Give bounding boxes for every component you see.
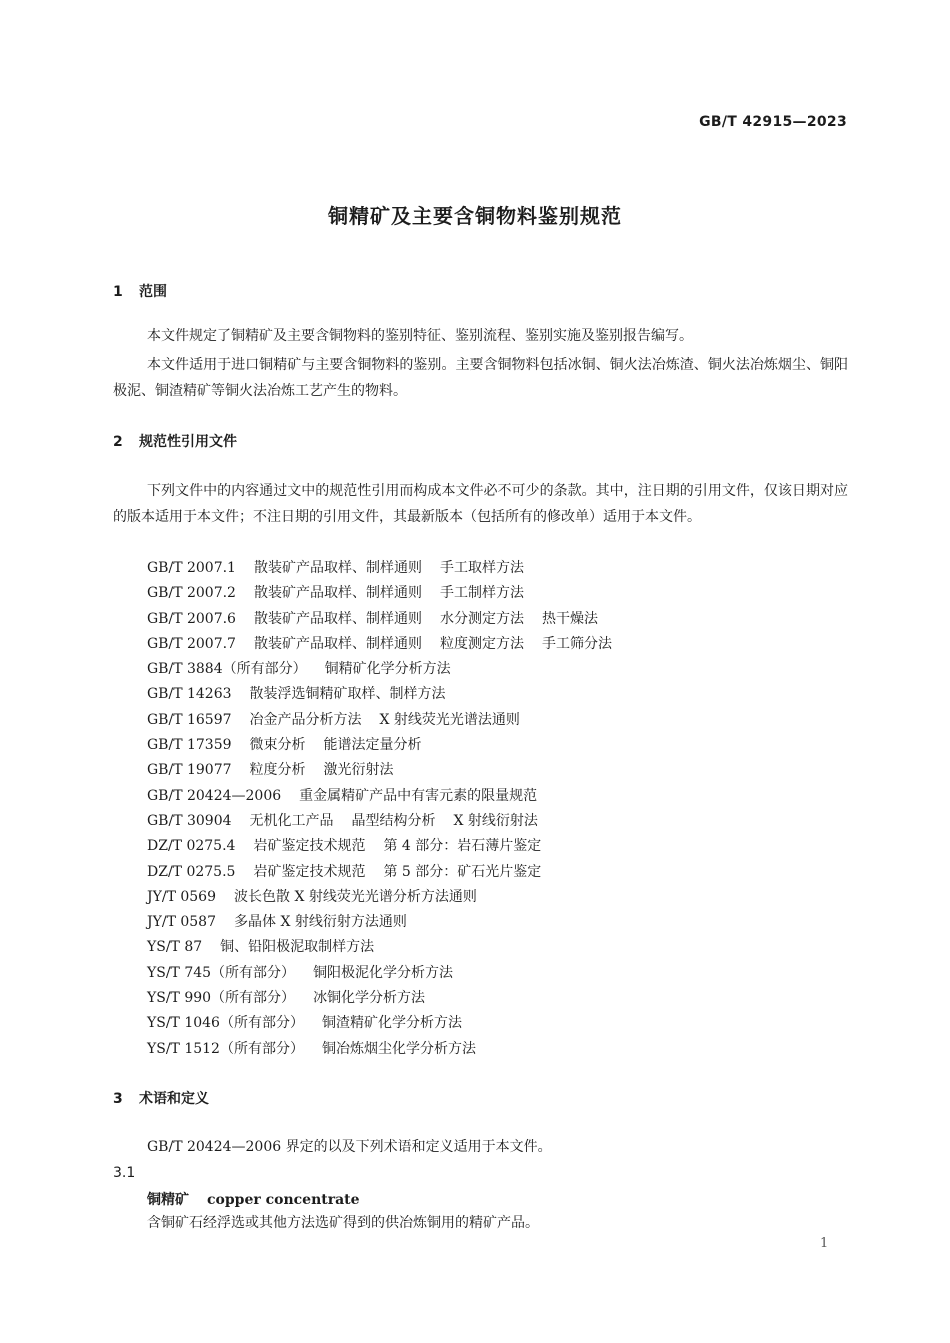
reference-subtitle: 水分测定方法 [439,610,524,627]
reference-code: GB/T 17359 [147,737,232,754]
reference-code: YS/T 745（所有部分） [147,964,296,981]
reference-item [147,885,612,910]
reference-subtitle: 激光衍射法 [323,762,394,779]
section-1-paragraph-1 [113,324,848,350]
reference-title: 散装矿产品取样、制样通则 [253,635,422,652]
reference-subtitle: 第 4 部分：岩石薄片鉴定 [383,838,542,855]
page-number: 1 [820,1236,829,1251]
reference-item [147,758,612,783]
section-1-paragraph-2 [113,353,848,404]
reference-item [147,556,612,581]
reference-item [147,986,612,1011]
reference-item [147,733,612,758]
reference-title: 冰铜化学分析方法 [313,990,426,1007]
clause-number: 3.1 [113,1165,136,1181]
section-2-heading [113,432,237,452]
section-number: 1 [113,284,123,300]
reference-item [147,682,612,707]
reference-code: GB/T 2007.2 [147,585,236,602]
reference-title: 岩矿鉴定技术规范 [253,838,366,855]
term-definition: 含铜矿石经浮选或其他方法选矿得到的供冶炼铜用的精矿产品。 [147,1215,539,1231]
reference-item [147,910,612,935]
reference-item [147,809,612,834]
reference-item [147,784,612,809]
term-entry [147,1190,360,1210]
reference-title: 无机化工产品 [249,812,334,829]
reference-subtitle: 能谱法定量分析 [323,737,422,754]
reference-item [147,1011,612,1036]
section-2-intro [113,479,848,530]
reference-title: 铜渣精矿化学分析方法 [321,1015,462,1032]
reference-code: YS/T 1512（所有部分） [147,1040,304,1057]
reference-item [147,657,612,682]
reference-part: X 射线衍射法 [453,812,538,829]
reference-subtitle: 晶型结构分析 [351,812,436,829]
reference-title: 散装矿产品取样、制样通则 [253,610,422,627]
paragraph-text: 下列文件中的内容通过文中的规范性引用而构成本文件必不可少的条款。其中，注日期的引用文件，仅该日期对应的版本适用于本文件；不注日期的引用文件，其最新版本（包括所有的修改单）适用于本文件。 [113,483,848,525]
reference-item [147,860,612,885]
reference-code: DZ/T 0275.4 [147,838,236,855]
reference-title: 粒度分析 [249,762,306,779]
reference-code: JY/T 0569 [147,888,216,905]
reference-item [147,961,612,986]
reference-code: GB/T 20424—2006 [147,787,282,804]
section-title: 规范性引用文件 [139,434,237,450]
reference-code: GB/T 2007.7 [147,635,236,652]
reference-code: YS/T 990（所有部分） [147,990,296,1007]
standard-number: GB/T 42915—2023 [699,114,847,130]
reference-title: 铜阳极泥化学分析方法 [313,964,454,981]
reference-item [147,834,612,859]
reference-title: 冶金产品分析方法 [249,711,362,728]
term-chinese: 铜精矿 [147,1192,189,1208]
reference-title: 铜精矿化学分析方法 [324,661,451,678]
paragraph-text: GB/T 20424—2006 界定的以及下列术语和定义适用于本文件。 [147,1139,552,1155]
reference-item [147,935,612,960]
normative-references-list [147,556,612,1062]
reference-title: 铜、铅阳极泥取制样方法 [220,939,375,956]
reference-title: 微束分析 [249,737,306,754]
section-title: 术语和定义 [139,1091,209,1107]
section-3-heading [113,1089,209,1109]
reference-part: 手工筛分法 [541,635,612,652]
reference-title: 铜冶炼烟尘化学分析方法 [321,1040,476,1057]
reference-code: DZ/T 0275.5 [147,863,236,880]
reference-code: GB/T 2007.6 [147,610,236,627]
reference-code: GB/T 3884（所有部分） [147,661,307,678]
term-english: copper concentrate [207,1192,360,1208]
reference-title: 岩矿鉴定技术规范 [253,863,366,880]
reference-title: 波长色散 X 射线荧光光谱分析方法通则 [234,888,477,905]
reference-item [147,1037,612,1062]
reference-item [147,581,612,606]
reference-title: 散装矿产品取样、制样通则 [253,585,422,602]
document-title: 铜精矿及主要含铜物料鉴别规范 [328,204,622,228]
reference-code: GB/T 30904 [147,812,232,829]
reference-code: JY/T 0587 [147,914,216,931]
reference-item [147,632,612,657]
reference-code: GB/T 16597 [147,711,232,728]
reference-subtitle: 粒度测定方法 [439,635,524,652]
section-number: 3 [113,1091,123,1107]
reference-subtitle: X 射线荧光光谱法通则 [379,711,520,728]
reference-code: GB/T 14263 [147,686,232,703]
reference-code: GB/T 2007.1 [147,560,236,576]
reference-part: 热干燥法 [541,610,598,627]
section-title: 范围 [139,284,167,300]
paragraph-text: 本文件适用于进口铜精矿与主要含铜物料的鉴别。主要含铜物料包括冰铜、铜火法冶炼渣、铜火法冶炼烟尘、铜阳极泥、铜渣精矿等铜火法冶炼工艺产生的物料。 [113,357,848,399]
section-number: 2 [113,434,123,450]
reference-subtitle: 第 5 部分：矿石光片鉴定 [383,863,542,880]
reference-code: GB/T 19077 [147,762,232,779]
reference-title: 重金属精矿产品中有害元素的限量规范 [299,787,538,804]
section-3-intro [113,1135,848,1161]
section-1-heading [113,282,167,302]
reference-subtitle: 手工取样方法 [439,560,524,576]
reference-title: 散装浮选铜精矿取样、制样方法 [249,686,446,703]
reference-code: YS/T 87 [147,939,203,956]
reference-title: 散装矿产品取样、制样通则 [253,560,422,576]
reference-subtitle: 手工制样方法 [439,585,524,602]
reference-item [147,607,612,632]
reference-code: YS/T 1046（所有部分） [147,1015,304,1032]
reference-item [147,708,612,733]
paragraph-text: 本文件规定了铜精矿及主要含铜物料的鉴别特征、鉴别流程、鉴别实施及鉴别报告编写。 [147,328,693,344]
reference-title: 多晶体 X 射线衍射方法通则 [234,914,407,931]
